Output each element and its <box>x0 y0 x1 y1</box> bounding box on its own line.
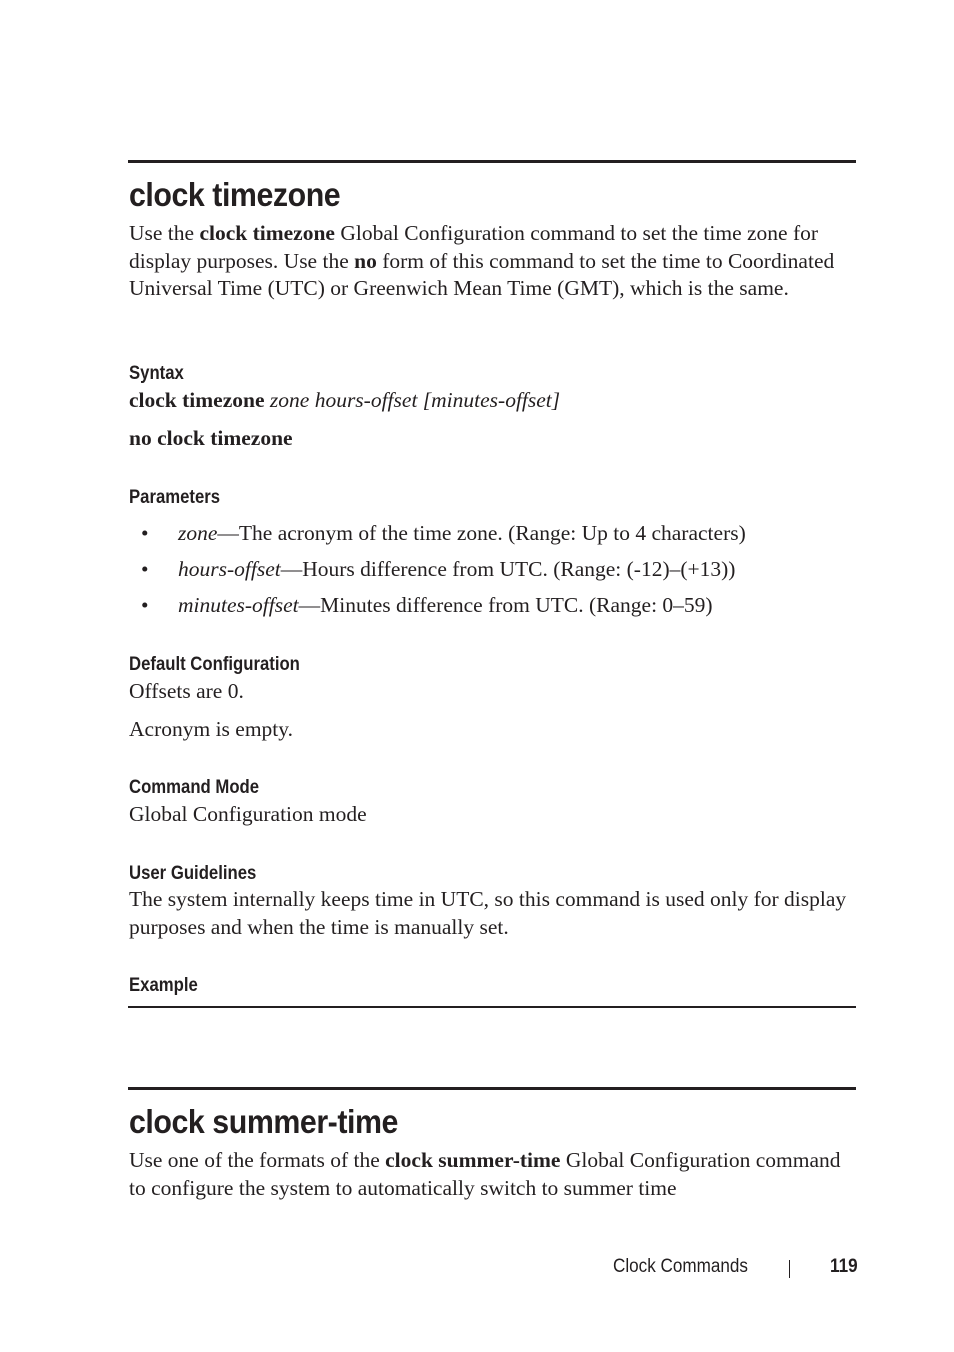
parameter-item <box>178 556 735 583</box>
default-configuration-heading: Default Configuration <box>129 654 300 675</box>
intro-text: form of this command to set the time to Coordinated Universal Time (UTC) or Greenwich Mean Time (GMT), which is the same. <box>129 248 835 300</box>
no-keyword: no <box>354 248 377 273</box>
parameter-description: —Minutes difference from UTC. (Range: 0–59) <box>298 593 713 617</box>
parameter-description: —The acronym of the time zone. (Range: Up to 4 characters) <box>217 521 746 545</box>
parameter-term: zone <box>178 521 218 545</box>
intro-text: Global Configuration command to set the time zone for display purposes. Use the <box>129 221 819 273</box>
command-name: clock timezone <box>199 221 335 245</box>
syntax-no-command: no clock timezone <box>129 426 293 450</box>
footer-page-number: 119 <box>830 1256 858 1277</box>
bullet-icon: • <box>141 593 149 617</box>
parameters-heading: Parameters <box>129 487 221 508</box>
section-intro <box>129 1147 849 1202</box>
syntax-heading: Syntax <box>129 363 184 384</box>
parameter-item <box>178 520 746 547</box>
parameter-term: hours-offset <box>178 557 281 581</box>
parameter-item <box>178 592 713 619</box>
command-name: clock summer-time <box>385 1148 561 1172</box>
bullet-icon: • <box>141 521 149 545</box>
section-title: clock summer-time <box>129 1103 398 1140</box>
footer-separator <box>789 1260 790 1278</box>
syntax-command: clock timezone <box>129 388 265 412</box>
user-guidelines-text: The system internally keeps time in UTC, so this command is used only for display purposes and when the time is manually set. <box>129 887 847 939</box>
user-guidelines-heading: User Guidelines <box>129 863 257 884</box>
intro-text: Use the <box>129 221 200 245</box>
bullet-icon: • <box>141 557 149 581</box>
section-intro <box>129 220 859 303</box>
syntax-line <box>129 387 560 414</box>
section-top-rule <box>128 160 856 163</box>
parameter-description: —Hours difference from UTC. (Range: (-12)–(+13)) <box>280 557 736 581</box>
default-configuration-text: Acronym is empty. <box>129 717 294 741</box>
parameter-term: minutes-offset <box>178 593 299 617</box>
section-title: clock timezone <box>129 176 341 213</box>
default-configuration-text: Offsets are 0. <box>129 679 244 703</box>
intro-text: Use one of the formats of the <box>129 1148 386 1172</box>
section-bottom-rule <box>128 1006 856 1008</box>
example-heading: Example <box>129 975 198 996</box>
section-top-rule <box>128 1087 856 1090</box>
footer-chapter-title: Clock Commands <box>613 1256 748 1277</box>
intro-text: Global Configuration command to configure the system to automatically switch to summer time <box>129 1148 841 1200</box>
command-mode-text: Global Configuration mode <box>129 802 367 826</box>
syntax-arguments: zone hours-offset [minutes-offset] <box>269 388 561 412</box>
command-mode-heading: Command Mode <box>129 777 260 798</box>
